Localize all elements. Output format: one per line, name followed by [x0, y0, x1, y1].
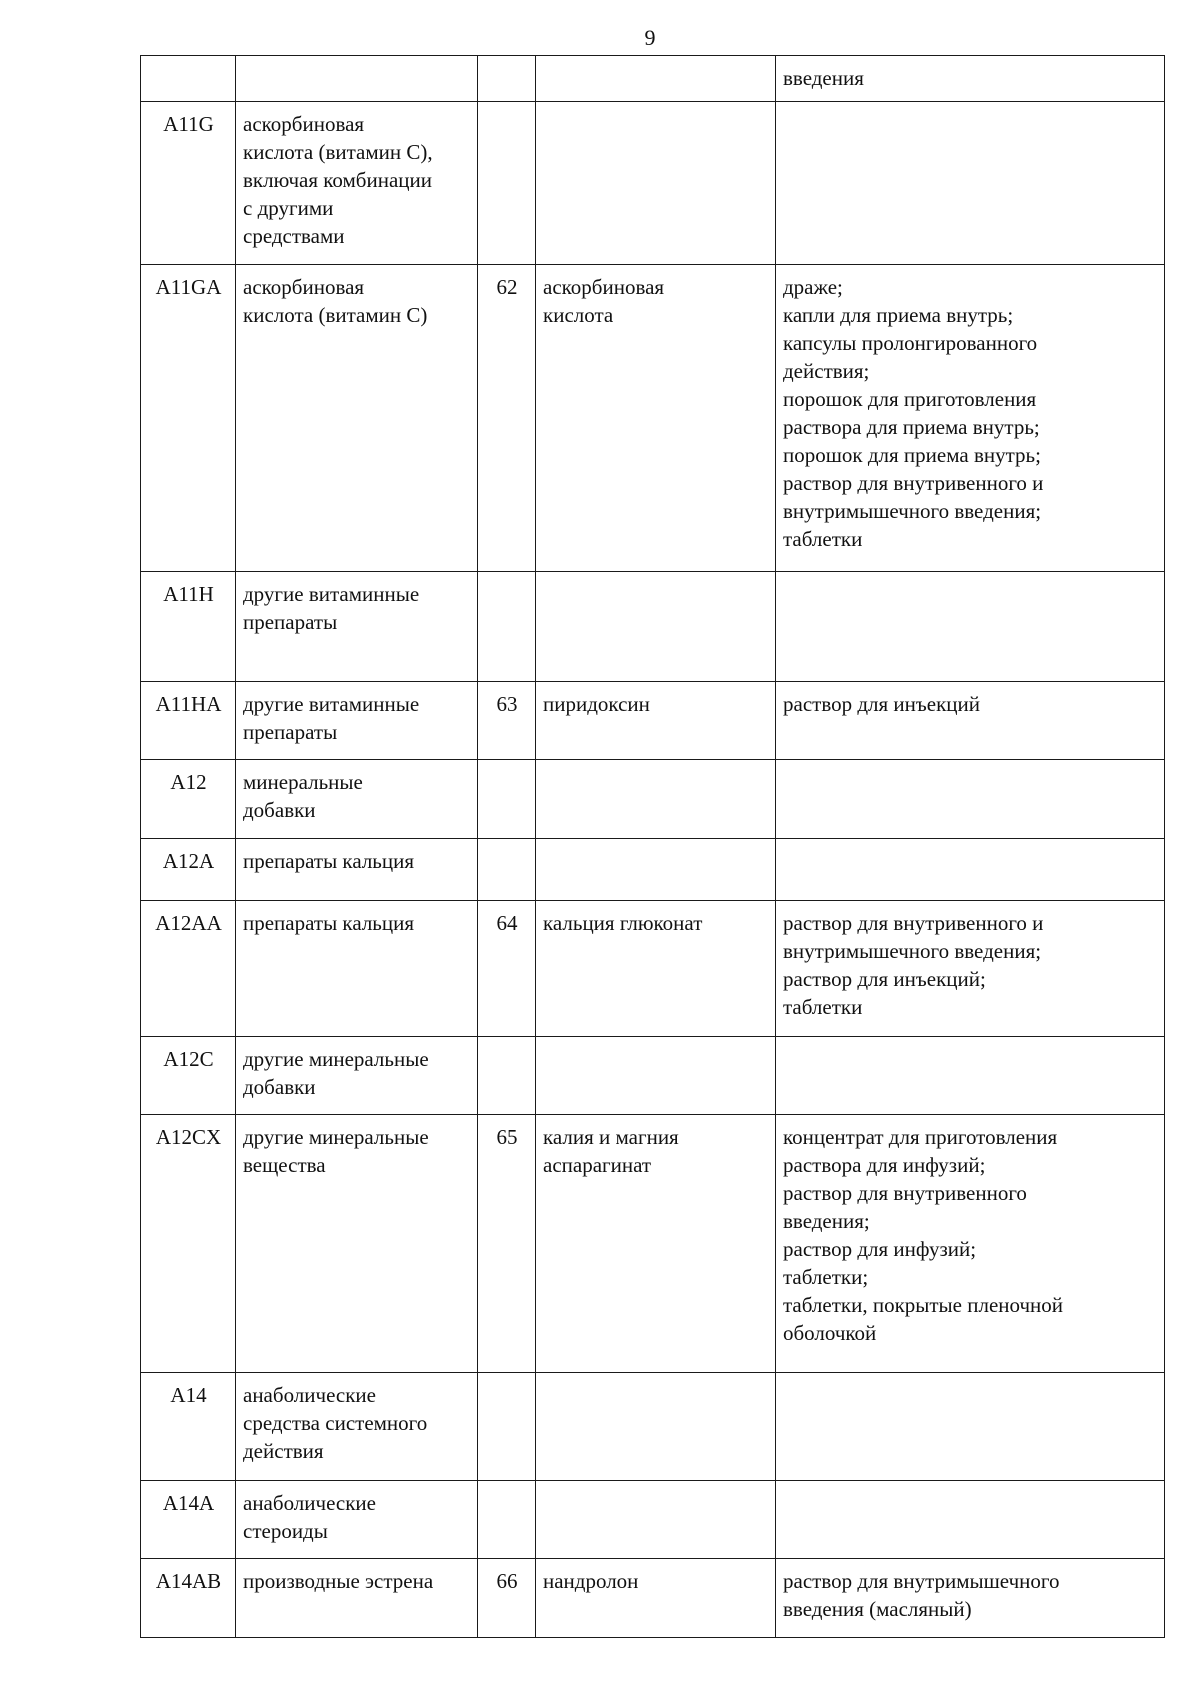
drug-name-cell [536, 1037, 776, 1115]
atc-code-cell: A12 [141, 760, 236, 839]
group-name-cell: анаболические стероиды [236, 1481, 478, 1559]
group-name-cell: препараты кальция [236, 839, 478, 901]
dosage-forms-cell: драже; капли для приема внутрь; капсулы пролонгированного действия; порошок для приготовления раствора для приема внутрь; порошок для приема внутрь; раствор для внутривенного и внутримышечного введения; таблетки [776, 265, 1165, 572]
item-number-cell [478, 1037, 536, 1115]
atc-code-cell [141, 56, 236, 102]
table-row [141, 901, 1165, 1037]
item-number-cell: 65 [478, 1115, 536, 1373]
dosage-forms-cell: раствор для внутривенного и внутримышечного введения; раствор для инъекций; таблетки [776, 901, 1165, 1037]
table-row [141, 760, 1165, 839]
group-name-cell: другие витаминные препараты [236, 572, 478, 682]
drug-name-cell [536, 102, 776, 265]
drug-name-cell: нандролон [536, 1559, 776, 1638]
atc-code-cell: A11HA [141, 682, 236, 760]
item-number-cell [478, 56, 536, 102]
dosage-forms-cell [776, 572, 1165, 682]
dosage-forms-cell [776, 1037, 1165, 1115]
group-name-cell: производные эстрена [236, 1559, 478, 1638]
item-number-cell: 64 [478, 901, 536, 1037]
group-name-cell: препараты кальция [236, 901, 478, 1037]
item-number-cell [478, 839, 536, 901]
atc-code-cell: A14 [141, 1373, 236, 1481]
group-name-cell: другие минеральные вещества [236, 1115, 478, 1373]
drug-name-cell: пиридоксин [536, 682, 776, 760]
dosage-forms-cell [776, 760, 1165, 839]
table-row [141, 265, 1165, 572]
table-row [141, 1481, 1165, 1559]
drug-name-cell: кальция глюконат [536, 901, 776, 1037]
dosage-forms-cell: концентрат для приготовления раствора для инфузий; раствор для внутривенного введения; раствор для инфузий; таблетки; таблетки, покрытые пленочной оболочкой [776, 1115, 1165, 1373]
table-row [141, 1037, 1165, 1115]
group-name-cell: аскорбиновая кислота (витамин С), включая комбинации с другими средствами [236, 102, 478, 265]
table-row [141, 572, 1165, 682]
table-row [141, 682, 1165, 760]
item-number-cell: 63 [478, 682, 536, 760]
table-row [141, 102, 1165, 265]
drug-name-cell: калия и магния аспарагинат [536, 1115, 776, 1373]
item-number-cell [478, 760, 536, 839]
item-number-cell [478, 1481, 536, 1559]
drug-name-cell [536, 572, 776, 682]
atc-code-cell: A11H [141, 572, 236, 682]
drug-name-cell [536, 56, 776, 102]
group-name-cell: другие минеральные добавки [236, 1037, 478, 1115]
dosage-forms-cell [776, 839, 1165, 901]
dosage-forms-cell: введения [776, 56, 1165, 102]
item-number-cell: 66 [478, 1559, 536, 1638]
drug-name-cell [536, 760, 776, 839]
atc-code-cell: A12AA [141, 901, 236, 1037]
atc-code-cell: A12A [141, 839, 236, 901]
group-name-cell: аскорбиновая кислота (витамин С) [236, 265, 478, 572]
page-number: 9 [644, 25, 656, 50]
group-name-cell: минеральные добавки [236, 760, 478, 839]
group-name-cell: анаболические средства системного действия [236, 1373, 478, 1481]
item-number-cell [478, 572, 536, 682]
group-name-cell [236, 56, 478, 102]
table-row [141, 1373, 1165, 1481]
drug-name-cell [536, 1373, 776, 1481]
dosage-forms-cell: раствор для инъекций [776, 682, 1165, 760]
item-number-cell [478, 1373, 536, 1481]
table-row [141, 56, 1165, 102]
item-number-cell [478, 102, 536, 265]
drug-name-cell: аскорбиновая кислота [536, 265, 776, 572]
atc-code-cell: A12C [141, 1037, 236, 1115]
dosage-forms-cell: раствор для внутримышечного введения (масляный) [776, 1559, 1165, 1638]
drug-name-cell [536, 839, 776, 901]
dosage-forms-cell [776, 1481, 1165, 1559]
dosage-forms-cell [776, 1373, 1165, 1481]
drug-table [140, 55, 1165, 1638]
drug-name-cell [536, 1481, 776, 1559]
atc-code-cell: A11GA [141, 265, 236, 572]
group-name-cell: другие витаминные препараты [236, 682, 478, 760]
item-number-cell: 62 [478, 265, 536, 572]
table-row [141, 1559, 1165, 1638]
atc-code-cell: A12CX [141, 1115, 236, 1373]
atc-code-cell: A14AB [141, 1559, 236, 1638]
atc-code-cell: A14A [141, 1481, 236, 1559]
atc-code-cell: A11G [141, 102, 236, 265]
table-row [141, 1115, 1165, 1373]
table-row [141, 839, 1165, 901]
dosage-forms-cell [776, 102, 1165, 265]
